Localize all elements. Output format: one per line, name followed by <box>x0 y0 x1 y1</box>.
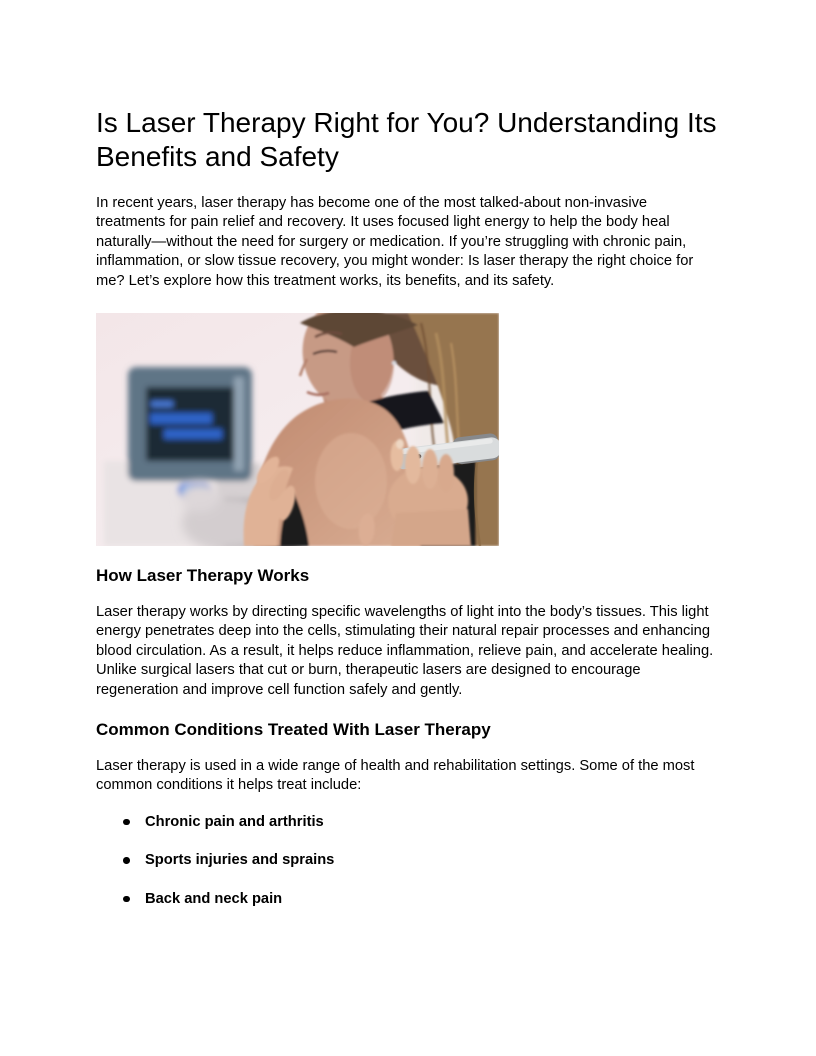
list-item-back-neck-pain <box>96 890 720 909</box>
bullet-icon <box>123 819 130 826</box>
section-heading-common-conditions: Common Conditions Treated With Laser Therapy <box>96 720 491 740</box>
common-conditions-paragraph: Laser therapy is used in a wide range of health and rehabilitation settings. Some of the most common conditions it helps treat include: <box>96 758 695 794</box>
section-heading-how-it-works: How Laser Therapy Works <box>96 566 310 586</box>
document-title: Is Laser Therapy Right for You? Understanding Its Benefits and Safety <box>96 107 717 172</box>
earring <box>392 361 396 365</box>
list-item-sports-injuries <box>96 851 720 870</box>
bullet-icon <box>123 896 130 903</box>
list-item-label: Sports injuries and sprains <box>145 852 335 869</box>
how-it-works-paragraph: Laser therapy works by directing specific wavelengths of light into the body’s tissues. This light energy penetrates deep into the cells, stimulating their natural repair processes and enhancing blood circulation. As a result, it helps reduce inflammation, relieve pain, and accelerate healing. Unlike surgical lasers that cut or burn, therapeutic lasers are designed to encourage regeneration and improve cell function safely and gently. <box>96 604 714 698</box>
list-item-label: Back and neck pain <box>145 890 283 907</box>
bullet-icon <box>123 857 130 864</box>
article-image <box>96 313 499 546</box>
conditions-list <box>96 813 720 909</box>
therapy-photo-illustration <box>96 313 499 546</box>
intro-paragraph: In recent years, laser therapy has become one of the most talked-about non-invasive treatments for pain relief and recovery. It uses focused light energy to help the body heal naturally—without the need for surgery or medication. If you’re struggling with chronic pain, inflammation, or slow tissue recovery, you might wonder: Is laser therapy the right choice for me? Let’s explore how this treatment works, its benefits, and its safety. <box>96 195 694 289</box>
list-item-label: Chronic pain and arthritis <box>145 813 324 830</box>
list-item-chronic-pain <box>96 813 720 832</box>
